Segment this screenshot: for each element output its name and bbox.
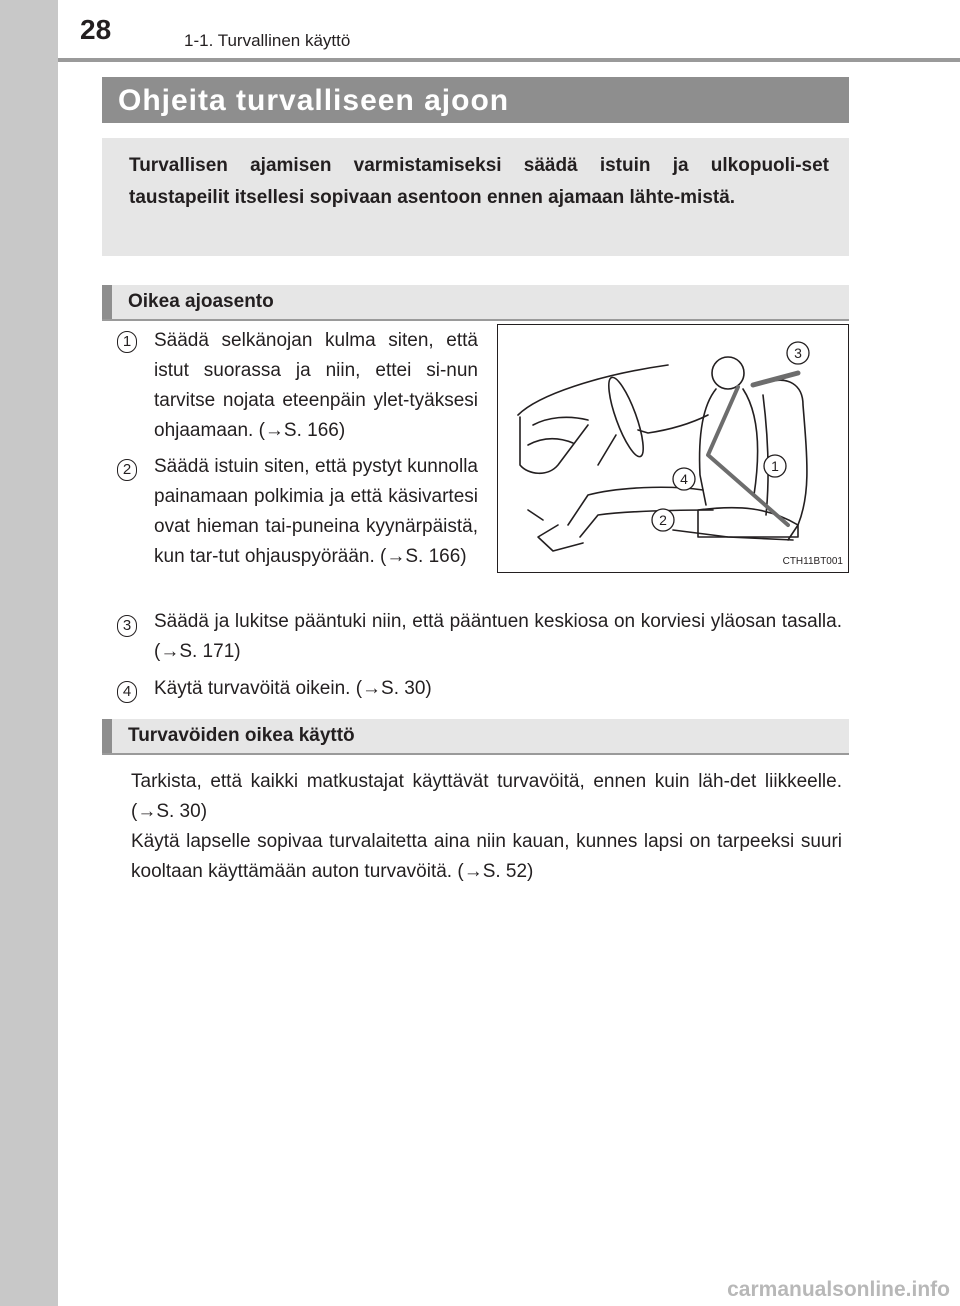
callout-label: 2 [659, 512, 667, 528]
callout-label: 1 [771, 458, 779, 474]
paragraph: Tarkista, että kaikki matkustajat käyttävät turvavöitä, ennen kuin läh-det liikkeelle. (→S. 30) [131, 771, 842, 822]
page-title: Ohjeita turvalliseen ajoon [118, 84, 510, 117]
chapter-title: 1-1. Turvallinen käyttö [184, 31, 351, 50]
page-number: 28 [80, 14, 112, 45]
intro-box [102, 138, 849, 256]
callout-label: 3 [794, 345, 802, 361]
step-text: Säädä selkänojan kulma siten, että istut suorassa ja niin, ettei si-nun tarvitse nojata eteenpäin ylet-tyäksesi ohjaamaan. (→S. 166) [154, 330, 478, 441]
paragraph: Käytä lapselle sopivaa turvalaitetta aina niin kauan, kunnes lapsi on tarpeeksi suuri kooltaan käyttämään auton turvavöitä. (→S. 52) [131, 831, 842, 882]
step-number: 3 [117, 615, 137, 637]
driver-arm [638, 415, 708, 433]
driver-head [712, 357, 744, 389]
section-heading-driving-position [102, 285, 849, 321]
intro-text: Turvallisen ajamisen varmistamiseksi säädä istuin ja ulkopuoli-set taustapeilit itsellesi sopivaan asentoon ennen ajamaan lähte-mistä. [129, 155, 829, 208]
step-number: 1 [117, 331, 137, 353]
header-rule [58, 58, 960, 62]
step-number: 4 [117, 681, 137, 703]
section-heading-label: Turvavöiden oikea käyttö [128, 725, 355, 746]
step-text: Säädä ja lukitse pääntuki niin, että pääntuen keskiosa on korviesi yläosan tasalla. (→S. 171) [154, 611, 842, 662]
side-tab [0, 0, 58, 1306]
section-heading-label: Oikea ajoasento [128, 291, 274, 312]
section-heading-seatbelt-use [102, 719, 849, 755]
driver-leg [568, 487, 703, 525]
page-title-box [102, 77, 849, 123]
windshield-line [518, 365, 668, 415]
step-text: Säädä istuin siten, että pystyt kunnolla painamaan polkimia ja että käsivartesi ovat hieman tai-puneina kyynärpäistä, kun tar-tut ohjauspyörään. (→S. 166) [154, 456, 478, 567]
driver-seat-drawing [498, 325, 847, 571]
footer-watermark: carmanualsonline.info [727, 1278, 950, 1301]
dashboard-outline [520, 417, 588, 473]
callout-label: 4 [680, 471, 688, 487]
heading-bar [102, 719, 112, 753]
driver-foot [538, 525, 583, 551]
figure-code: CTH11BT001 [782, 556, 843, 567]
heading-bar [102, 285, 112, 319]
step-number: 2 [117, 459, 137, 481]
driving-position-illustration [497, 324, 849, 573]
step-text: Käytä turvavöitä oikein. (→S. 30) [154, 678, 432, 699]
